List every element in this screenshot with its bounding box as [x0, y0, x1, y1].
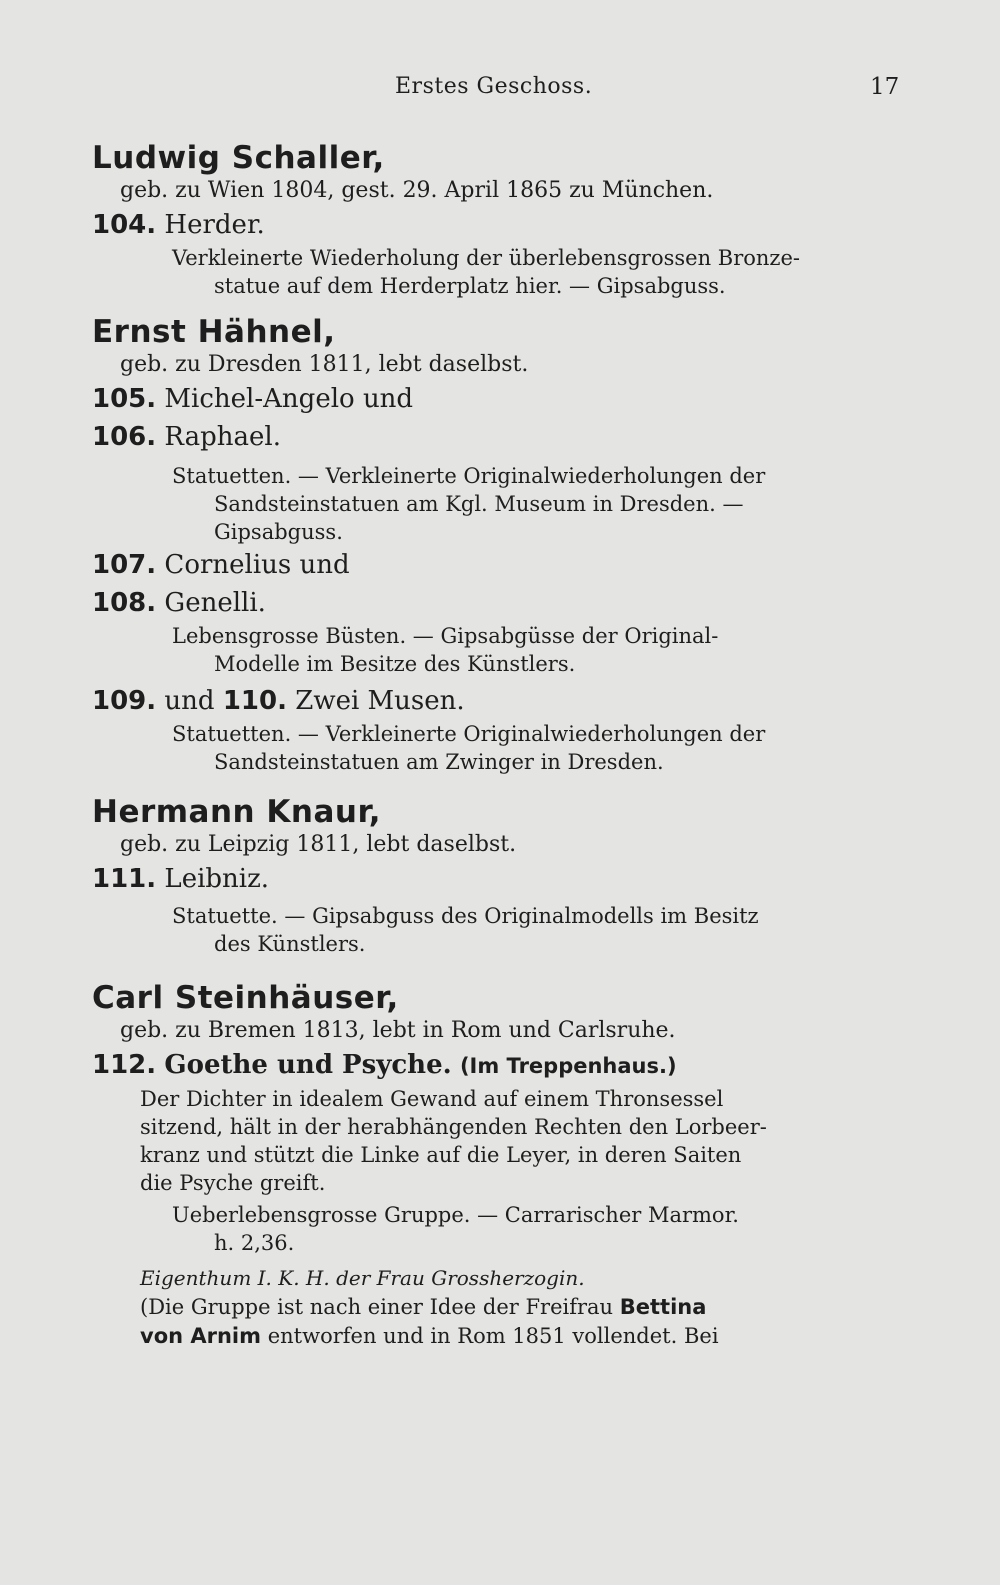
catalog-entry — [92, 380, 892, 418]
entry-number: 109. — [92, 686, 157, 716]
entry-number: 106. — [92, 422, 157, 452]
description-line: des Künstlers. — [214, 932, 366, 956]
description-line: Statuetten. — Verkleinerte Originalwiederholungen der — [172, 722, 766, 746]
description-line: die Psyche greift. — [140, 1171, 326, 1195]
artist-bio: geb. zu Dresden 1811, lebt daselbst. — [120, 352, 529, 377]
artist-heading: Carl Steinhäuser, — [92, 980, 399, 1016]
entry-description — [92, 622, 892, 678]
description-line: Sandsteinstatuen am Zwinger in Dresden. — [214, 750, 664, 774]
description-line: Gipsabguss. — [214, 520, 343, 544]
artist-bio: geb. zu Leipzig 1811, lebt daselbst. — [120, 832, 517, 857]
entry-description — [92, 902, 892, 958]
entry-description — [92, 1085, 892, 1197]
catalog-entry — [92, 206, 892, 244]
artist-heading: Ludwig Schaller, — [92, 140, 385, 176]
entry-number: 112. — [92, 1050, 157, 1080]
entry-description — [92, 720, 892, 776]
entry-location: (Im Treppenhaus.) — [459, 1054, 677, 1078]
entry-connector: und — [164, 686, 215, 716]
description-line: Verkleinerte Wiederholung der überlebensgrossen Bronze- — [172, 246, 801, 270]
entry-description — [92, 462, 892, 546]
artist-bio: geb. zu Bremen 1813, lebt in Rom und Carlsruhe. — [120, 1018, 676, 1043]
entry-title: Herder. — [164, 210, 265, 240]
artist-bio: geb. zu Wien 1804, gest. 29. April 1865 zu München. — [120, 178, 714, 203]
description-line: sitzend, hält in der herabhängenden Rechten den Lorbeer- — [140, 1115, 767, 1139]
entry-title: Leibniz. — [164, 864, 270, 894]
catalog-entry — [92, 584, 892, 622]
entry-description — [92, 244, 892, 300]
description-line: Ueberlebensgrosse Gruppe. — Carrarischer Marmor. — [172, 1203, 739, 1227]
note-text: entworfen und in Rom 1851 vollendet. Bei — [267, 1324, 719, 1348]
entry-number: 111. — [92, 864, 157, 894]
catalog-entry — [92, 546, 892, 584]
description-line: statue auf dem Herderplatz hier. — Gipsabguss. — [214, 274, 726, 298]
note-name: Bettina — [619, 1295, 707, 1319]
entry-title: Raphael. — [164, 422, 281, 452]
entry-title: Cornelius und — [164, 550, 350, 580]
entry-note — [92, 1293, 892, 1351]
entry-title: Goethe und Psyche. — [164, 1050, 452, 1080]
description-line: Statuetten. — Verkleinerte Originalwiederholungen der — [172, 464, 766, 488]
note-text: (Die Gruppe ist nach einer Idee der Freifrau — [140, 1295, 614, 1319]
catalog-content — [92, 140, 892, 1351]
description-line: Lebensgrosse Büsten. — Gipsabgüsse der Original- — [172, 624, 719, 648]
catalog-entry — [92, 418, 892, 456]
description-line: Sandsteinstatuen am Kgl. Museum in Dresden. — — [214, 492, 744, 516]
note-name: von Arnim — [140, 1324, 262, 1348]
entry-title: Zwei Musen. — [295, 686, 465, 716]
entry-number: 105. — [92, 384, 157, 414]
catalog-entry — [92, 860, 892, 898]
catalog-entry — [92, 1046, 892, 1085]
catalog-entry — [92, 682, 892, 720]
entry-number: 107. — [92, 550, 157, 580]
running-title: Erstes Geschoss. — [395, 74, 593, 99]
entry-material — [92, 1201, 892, 1257]
entry-title: Michel-Angelo und — [164, 384, 414, 414]
description-line: Modelle im Besitze des Künstlers. — [214, 652, 576, 676]
entry-number: 110. — [222, 686, 287, 716]
entry-ownership: Eigenthum I. K. H. der Frau Grossherzogin. — [140, 1266, 585, 1290]
artist-heading: Hermann Knaur, — [92, 794, 381, 830]
entry-number: 104. — [92, 210, 157, 240]
running-header — [0, 74, 1000, 114]
description-line: kranz und stützt die Linke auf die Leyer, in deren Saiten — [140, 1143, 742, 1167]
description-line: h. 2,36. — [214, 1231, 295, 1255]
description-line: Der Dichter in idealem Gewand auf einem Thronsessel — [140, 1087, 724, 1111]
description-line: Statuette. — Gipsabguss des Originalmodells im Besitz — [172, 904, 759, 928]
entry-number: 108. — [92, 588, 157, 618]
page-number: 17 — [870, 74, 900, 100]
artist-heading: Ernst Hähnel, — [92, 314, 336, 350]
entry-title: Genelli. — [164, 588, 266, 618]
